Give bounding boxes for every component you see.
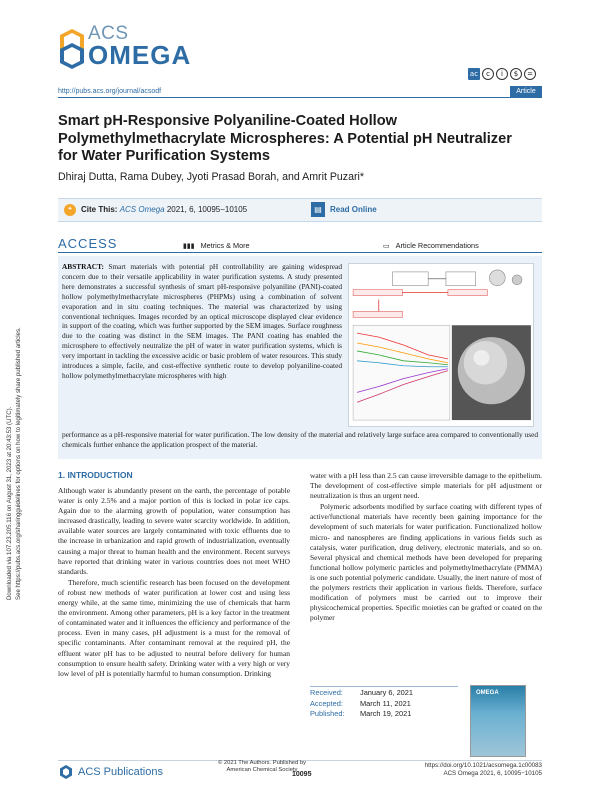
header-divider xyxy=(58,97,542,98)
journal-url-link[interactable]: http://pubs.acs.org/journal/acsodf xyxy=(58,88,162,95)
read-online-icon[interactable]: ▤ xyxy=(311,202,325,217)
accepted-row xyxy=(310,699,413,710)
watermark-line-1: Downloaded via 107.23.205.116 on August 31, 2023 at 20:43:53 (UTC). xyxy=(6,406,13,600)
doi-link[interactable]: https://doi.org/10.1021/acsomega.1c00083 xyxy=(424,762,542,769)
abstract-tail: performance as a pH-responsive material for water purification. The low density of the material and relatively large surface area compared to conventionally used chemicals further enhance the application prospect of the material. xyxy=(62,430,538,449)
metrics-link[interactable] xyxy=(183,241,250,250)
access-label: ACCESS xyxy=(58,236,118,251)
copyright-notice: © 2021 The Authors. Published by American Chemical Society xyxy=(218,760,306,773)
cc-icon: ac xyxy=(469,70,479,78)
watermark-line-2: See https://pubs.acs.org/sharingguidelines for options on how to legitimately share published articles. xyxy=(15,327,22,600)
published-date: March 19, 2021 xyxy=(360,709,412,718)
left-column xyxy=(58,486,290,680)
intro-paragraph-1: Although water is abundantly present on the earth, the percentage of potable water is only 2.5% and a major portion of this is locked in polar ice caps. Again due to the alarming growth of population, water consumption has increased drastically, leading to severe water scarcity worldwide. In addition, available water sources are largely contaminated with toxic effluents due to the increase in urbanization and rapid growth of industrialization, eventually causing a major threat to human health and the environment. Recent surveys have reported that drinking water in various countries does not meet WHO standards. xyxy=(58,486,290,576)
cite-quote-icon: ❝ xyxy=(64,204,76,216)
received-row xyxy=(310,688,413,699)
intro-paragraph-2: Therefore, much scientific research has been focused on the development of robust new methods of water purification at lower cost and using less energy while, at the same time, minimizing the use of chemicals that harm the environment. Among other parameters, pH is a key factor in the treatment of contaminated water and it influences the efficiency and performance of the process. Even in many cases, pH adjustment is a must for the removal of specific contaminants. After contaminant removal at the required pH, the effluent water pH has to be adjusted to neutral before delivery for human consumption to ensure health safety. Drinking water with a very high or very low level of pH is potentially harmful to human consumption. Drinking xyxy=(58,577,290,678)
recommendations-link[interactable] xyxy=(383,241,479,250)
author-list: Dhiraj Dutta, Rama Dubey, Jyoti Prasad Borah, and Amrit Puzari* xyxy=(58,171,364,183)
download-watermark xyxy=(2,240,28,600)
article-title: Smart pH-Responsive Polyaniline-Coated Hollow Polymethylmethacrylate Microspheres: A Potential pH Neutralizer for Water Purification Systems xyxy=(58,113,512,164)
toc-graphic xyxy=(348,263,534,427)
dates-divider xyxy=(310,686,458,687)
accepted-date: March 11, 2021 xyxy=(360,698,411,708)
introduction-heading: 1. INTRODUCTION xyxy=(58,470,133,480)
acs-publications-logo-icon xyxy=(58,764,74,780)
page-number: 10095 xyxy=(292,771,312,778)
received-date: January 6, 2021 xyxy=(360,688,414,697)
journal-ref: ACS Omega 2021, 6, 10095−10105 xyxy=(443,770,542,777)
sem-microsphere-image xyxy=(452,325,531,420)
cite-journal: ACS Omega xyxy=(119,205,165,214)
cite-ref: 2021, 6, 10095−10105 xyxy=(166,205,248,214)
cite-label: Cite This: xyxy=(81,205,118,214)
received-label: Received: xyxy=(310,688,343,697)
by-icon: c xyxy=(482,68,494,80)
abstract-label: ABSTRACT: xyxy=(62,262,104,271)
document-icon: ▭ xyxy=(383,242,390,250)
journal-name-bottom: OMEGA xyxy=(88,40,192,70)
abstract-text xyxy=(62,262,342,381)
metrics-label: Metrics & More xyxy=(200,241,250,250)
ph-plot-graphic xyxy=(353,325,450,420)
hexagon-logo-icon xyxy=(60,29,84,69)
abstract-body: Smart materials with potential pH controllability are gaining widespread concern due to their versatile applicability in water purification systems. A study presented here demonstrates a successful synthesis of smart pH-responsive polyaniline (PANI)-coated hollow polymethylmethacrylate microspheres (PHPMs) using a combination of solvent evaporation and in situ coating techniques. The material was characterized by using conventional techniques. Images recorded by an optical microscope displayed clear evidence in support of the coating, which was further supported by the SEM images. Surface roughness due to the coating was distinct in the SEM images. The PANI coating has enabled the microsphere to effectively neutralize the pH of water in water purification systems, which is very important in tackling the excessive acidic or basic problem of water resources. This study introduces a simple, facile, and cost-effective synthetic route to develop polyaniline-coated hollow polymethylmethacrylate microspheres with high xyxy=(62,262,342,380)
right-column xyxy=(310,471,542,624)
intro-paragraph-3: water with a pH less than 2.5 can cause irreversible damage to the epithelium. The development of cost-effective simple materials for pH adjustment or neutralization is thus an urgent need. xyxy=(310,471,542,501)
cover-title: OMEGA xyxy=(476,690,499,696)
recommendations-label: Article Recommendations xyxy=(395,241,479,250)
read-online-link[interactable]: Read Online xyxy=(330,205,377,214)
intro-paragraph-4: Polymeric adsorbents modified by surface coating with different types of active/functional materials have recently been gaining importance for the development of such materials for water purification. Functionalized hollow micro- and nanospheres are finding applications in various fields such as catalysis, water purification, drug delivery, electronic materials, and so on. Several physical and chemical methods have been developed for preparing functional hollow polymeric particles and polymethylmethacrylate (PMMA) is one such potential polymeric candidate. Usually, the inert nature of most of the polymers restricts their application in various fields. Therefore, surface modification of polymers must be carried out to improve their physicochemical properties. Specific moieties can be grafted or coated on the polymer xyxy=(310,502,542,623)
license-icons xyxy=(468,68,536,80)
equals-icon: = xyxy=(524,68,536,80)
published-label: Published: xyxy=(310,709,345,718)
nd-icon: $ xyxy=(510,68,522,80)
reaction-scheme-graphic xyxy=(353,270,522,317)
article-type-badge: Article xyxy=(510,86,542,97)
accepted-label: Accepted: xyxy=(310,698,343,708)
nc-icon: i xyxy=(496,68,508,80)
doi-block xyxy=(425,762,542,778)
citation-text[interactable] xyxy=(81,205,247,214)
access-divider xyxy=(58,252,542,253)
publication-dates xyxy=(310,688,413,720)
publisher-name: ACS Publications xyxy=(78,766,163,778)
published-row xyxy=(310,709,413,720)
journal-name-top: ACS xyxy=(88,23,129,44)
bar-chart-icon: ▮▮▮ xyxy=(183,242,195,250)
